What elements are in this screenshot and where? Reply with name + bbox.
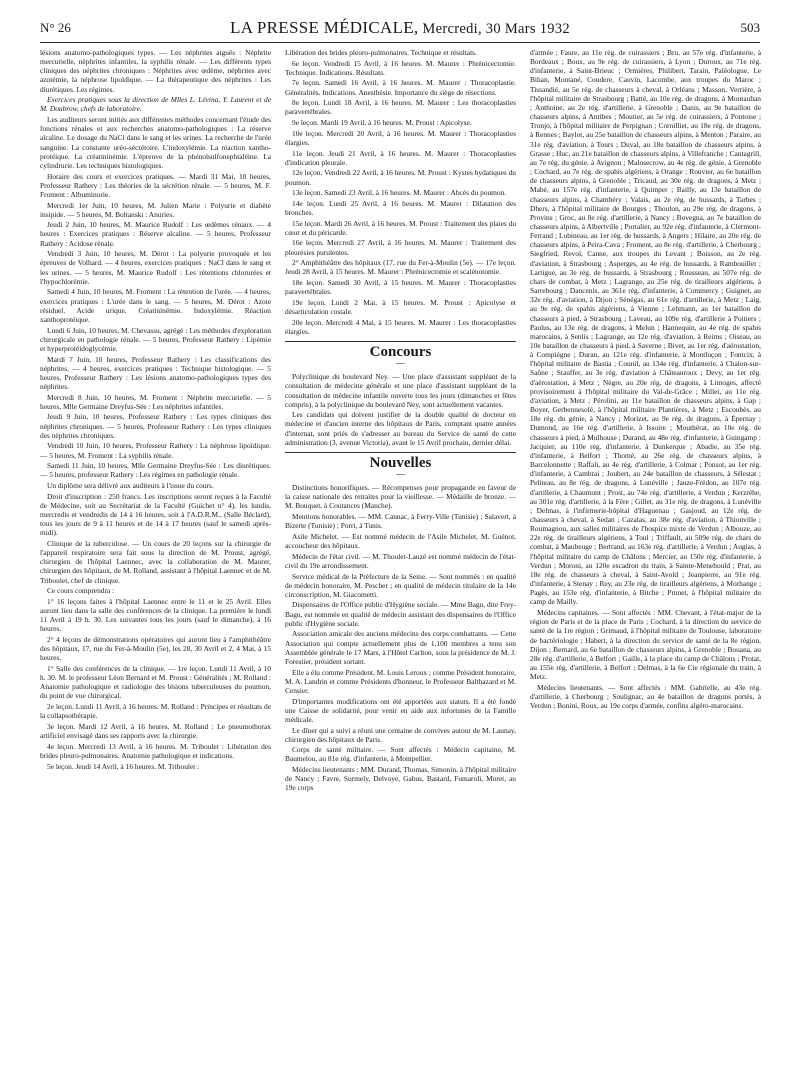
paragraph: Vendredi 10 Juin, 10 heures, Professeur Rathery : La néphrose lipoïdique. — 5 heures, M. Froment : La syphilis rénale. (40, 441, 271, 460)
paragraph: Médecins lieutenants. — Sont affectés : MM. Gabrielle, au 43e rég. d'artillerie, à Cherbourg ; Soulignac, au 4e bataillon de dragons portés, à Verdun ; Bonini, Roux, au 19e corps d'armée, confins algéro-marocains. (530, 682, 761, 711)
paragraph: Droit d'inscription : 250 francs. Les inscriptions seront reçues à la Faculté de Médecine, soit au Secrétariat de la Faculté (Guichet n° 4), les lundis, mercredis et vendredis de 14 à 16 heures, soit à l'A.D.R.M., (Salle Béclard), tous les jours de 9 à 11 heures et de 14 à 17 heures (sauf le samedi après-midi). (40, 491, 271, 538)
column-2 (285, 48, 516, 1068)
paragraph: 1° 16 leçons faites à l'hôpital Laennec entre le 11 et le 25 Avril. Elles auront lieu dans la salle des conférences de la clinique. La première le lundi 11 Avril à 19 h. 30. Les suivantes tous les jours (sauf le dimanche), à 16 heures. (40, 596, 271, 634)
ornament: — (396, 469, 405, 480)
news-item: Service médical de la Préfecture de la Seine. — Sont nommés : en qualité de médecin honoraire, M. Pescher ; en qualité de médecin titulaire de la 14e circonscription, M. Giacometti. (285, 571, 516, 599)
paragraph: 13e leçon. Samedi 23 Avril, à 16 heures. M. Maurer : Abcès du poumon. (292, 188, 507, 198)
section-divider (285, 452, 516, 453)
header-rule (40, 42, 760, 43)
section-lead: Clinique de la tuberculose. — Un cours de 20 leçons sur la chirurgie de l'appareil respiratoire sera fait sous la direction de M. Proust, agrégé, chirurgien de l'hôpital Laennec, avec la collaboration de M. Maurer, chirurgien des hôpitaux, de M. Rolland, assistant à l'hôpital Laennec et de M. Triboulet, chef de clinique. (40, 538, 271, 585)
news-item: Asile Michelet. — Est nommé médecin de l'Asile Michelet, M. Guénot, accoucheur des hôpitaux. (285, 531, 516, 551)
paragraph: 1° Salle des conférences de la clinique. — 1re leçon. Lundi 11 Avril, à 10 h. 30. M. le professeur Léon Bernard et M. Proust : Généralités ; M. Rolland : Anatomie pathologique et radiologie des lésions tuberculeuses du poumon, du point de vue chirurgical. (40, 664, 271, 701)
issue-number: N° 26 (40, 20, 71, 35)
paragraph: 2° Amphithéâtre des hôpitaux (17, rue du Fer-à-Moulin (5e). — 17e leçon. Jeudi 28 Avril, à 15 heures. M. Maurer : Phrénicectomie et scalénotomie. (285, 258, 516, 277)
news-item: Médecin de l'état civil. — M. Thoulet-Lauzé est nommé médecin de l'état-civil du 19e arrondissement. (285, 551, 516, 570)
paragraph: Ce cours comprendra : (47, 586, 115, 596)
section-divider (285, 341, 516, 342)
column-1 (40, 48, 271, 1068)
news-item: Médecins lieutenants : MM. Durand, Thomas, Simonin, à l'hôpital militaire de Nancy ; Favre, Surmely, Delvoye, Gabus, Bastard, Fumaroli, Moret, au 19e corps (285, 765, 516, 793)
paragraph: Samedi 11 Juin, 10 heures, Mlle Germaine Dreyfus-Sée : Les diurétiques. — 5 heures, professeur Rathery : Les régimes en pathologie rénale. (40, 461, 271, 480)
paragraph: 8e leçon. Lundi 18 Avril, à 16 heures. M. Maurer : Les thoracoplasties paravertébrales. (285, 98, 516, 117)
paragraph: Jeudi 2 Juin, 10 heures, M. Maurice Rudolf : Les œdèmes rénaux. — 4 heures : Exercices pratiques : Réserve alcaline. — 5 heures, Professeur Rathery : Acidose rénale. (40, 220, 271, 248)
paragraph: Jeudi 9 Juin, 10 heures, Professeur Rathery : Les types cliniques des néphrites chroniques. — 5 heures, Professeur Rathery : Les types cliniques des néphrites chroniques. (40, 412, 271, 440)
paragraph: Polyclinique du boulevard Ney. — Une place d'assistant suppléant de la consultation de médecine générale et une place d'assistant suppléant de la consultation de médecine infantile ouverte tous les jours (dimanches et fêtes compris), à la polyclinique du boulevard Ney, sont actuellement vacantes. (285, 372, 516, 409)
paragraph: Mardi 7 Juin, 10 heures, Professeur Rathery : Les classifications des néphrites. — 4 heures, exercices pratiques : Technique histologique. — 5 heures, Professeur Rathery : Les lésions anatomo-pathologiques types des néphrites. (40, 354, 271, 391)
paragraph: 10e leçon. Mercredi 20 Avril, à 16 heures. M. Maurer : Thoracoplasties élargies. (285, 128, 516, 147)
paragraph: Vendredi 3 Juin, 10 heures, M. Dérot : La polyurie provoquée et les épreuves de Volhard. — 4 heures, exercices pratiques : NaCl dans le sang et les urines. — 5 heures, M. Maurice Rudolf : Les rétentions chlorurées et l'hypochlorémie. (40, 249, 271, 286)
paragraph: 2° 4 leçons de démonstrations opératoires qui auront lieu à l'amphithéâtre des hôpitaux, 17, rue du Fer-à-Moulin (5e), les 28, 30 Avril et 2, 4 Mai, à 15 heures. (40, 635, 271, 663)
paragraph: 2e leçon. Lundi 11 Avril, à 16 heures. M. Rolland : Principes et résultats de la collapsothérapie. (40, 702, 271, 721)
paragraph: 5e leçon. Jeudi 14 Avril, à 16 heures. M. Triboulet : (47, 761, 200, 771)
paragraph: Médecins capitaines. — Sont affectés : MM. Chevant, à l'état-major de la région de Paris et de la place de Paris ; Cochard, à la direction du service de santé de la 1re région ; Grimaud, à l'hôpital militaire de Toulouse, laboratoire de bactériologie ; Habert, à la direction du service de santé de la 8e région, Dijon ; Bernard, au 6e bataillon de chasseurs alpins, à Grenoble ; Bouana, au 28e rég. d'artillerie, à Belfort ; Gaille, à la place du camp de Châlons ; Protat, au 155e rég. d'artillerie, à Belfort ; Delmas, à la 6e Cie régionale du train, à Metz. (530, 608, 761, 682)
news-item: Mentions honorables. — MM. Cannac, à Ferry-Ville (Tunisie) ; Salavert, à Bizerte (Tunisie) ; Porri, à Tunis. (285, 512, 516, 531)
paragraph: 3e leçon. Mardi 12 Avril, à 16 heures. M. Rolland : Le pneumothorax artificiel envisagé dans ses rapports avec la chirurgie. (40, 721, 271, 741)
journal-title (40, 18, 760, 38)
column-3 (530, 48, 761, 1068)
news-item: Association amicale des anciens médecins des corps combattants. — Cette Association qui compte actuellement plus de 1.100 membres a tenu son Assemblée générale le 17 Mars, à l'Hôtel Carlton, sous la présidence de M. J. Forestier, président sortant. (285, 629, 516, 666)
paragraph: 16e leçon. Mercredi 27 Avril, à 16 heures. M. Maurer : Traitement des pleurésies purulentes. (285, 238, 516, 257)
paragraph: lésions anatomo-pathologiques types. — Les néphrites aiguës : Néphrite mercurielle, néphrites infantiles, la syphilis rénale. — Les différents types cliniques des néphrites chroniques : Néphrites avec œdème, néphrites avec azotémie, la néphrose lipoïdique. — La thérapeutique des néphrites : Les diurétiques. Les régimes. (40, 48, 271, 94)
news-item: Le dîner qui a suivi a réuni une centaine de convives autour de M. Launay, chirurgien des hôpitaux de Paris. (285, 725, 516, 744)
journal-name: LA PRESSE MÉDICALE, (230, 18, 419, 37)
paragraph: 15e leçon. Mardi 26 Avril, à 16 heures. M. Proust : Traitement des plaies du cœur et du péricarde. (285, 218, 516, 237)
news-item: D'importantes modifications ont été apportées aux statuts. Il a été fondé une Caisse de solidarité, pour venir en aide aux infortunes de la Famille médicale. (285, 696, 516, 724)
paragraph: 9e leçon. Mardi 19 Avril, à 16 heures. M. Proust : Apicolyse. (292, 118, 472, 128)
page-number: 503 (740, 20, 760, 35)
paragraph: Mercredi 1er Juin, 10 heures, M. Julien Marie : Polyurie et diabète insipide. — 5 heures, M. Boltanski : Anuries. (40, 200, 271, 219)
paragraph: 12e leçon. Vendredi 22 Avril, à 16 heures. M. Proust : Kystes hydatiques du poumon. (285, 168, 516, 187)
paragraph: 7e leçon. Samedi 16 Avril, à 16 heures. M. Maurer : Thoracoplastie. Généralités. Indications. Anesthésie. Importance du siège de résections. (285, 78, 516, 97)
paragraph: Un diplôme sera délivré aux auditeurs à l'issue du cours. (47, 481, 214, 491)
paragraph: Horaire des cours et exercices pratiques. — Mardi 31 Mai, 10 heures, Professeur Rathery : Les théories de la sécrétion rénale. — 5 heures, M. F. Froment : Albuminurie. (40, 171, 271, 199)
paragraph: 6e leçon. Vendredi 15 Avril, à 16 heures. M. Maurer : Phrénicectomie. Technique. Indications. Résultats. (285, 58, 516, 77)
paragraph: d'armée ; Faure, au 11e rég. de cuirassiers ; Bru, au 57e rég. d'infanterie, à Bordeaux ; Boux, au 9e rég. de cuirassiers, à Lyon ; Duroux, au 71e rég. d'infanterie, à Saint-Brieuc ; Ormières, Philibert, Tarain, Paléologue, Le Bihan, Montané, Coudere, Cauvin, Lacombe, aux troupes du Maroc ; Tissandié, au 5e rég. de chasseurs à cheval, à Orléans ; Masson, Verrière, à l'hôpital militaire de Strasbourg ; Batté, au 10e rég. de dragons, à Montauban ; Anthoine, au 2e rég. d'artillerie, à Grenoble ; Danis, au 9e bataillon de chasseurs alpins, à Antibes ; Moutier, au 5e rég. de cuirassiers, à Pontoise ; Tronjo, à l'hôpital militaire de Perpignan ; Cornilliet, au 18e rég. de dragons, à Rennes ; Baylot, au 25e bataillon de chasseurs alpins, à Menton ; Paraire, au 31e rég. d'aviation, à Tours ; Duval, au 18e bataillon de chasseurs alpins, à Grasse ; Huc, au 21e bataillon de chasseurs alpins, à Villefranche ; Cantagrill, au 7e rég. du génie, à Avignon ; Malosecrow, au 4e rég. de génie, à Grenoble ; Cochard, au 7e rég. de spahis algériens, à Orange ; Rouvier, au 6e bataillon de chasseurs alpins, à Grenoble ; Tricaud, au 30e rég. de dragons, à Metz ; Mabé, au 157e rég. d'infanterie, à Quimper ; Bailly, au 13e bataillon de chasseurs alpins, à Chambéry ; Valais, au 2e rég. de hussards, à Tarbes ; Dhers, à l'hôpital militaire de Bourges ; Thoulon, au 29e rég. de dragons, à Provins ; Groc, au 8e rég. d'artillerie, à Nancy ; Bovegna, au 7e bataillon de chasseurs alpins, à Albertville ; Portalier, au 92e rég. d'infanterie, à Clermont-Ferrand ; Lubineau, au 1er rég. de hussards, à Angers ; Hilaire, au 20e rég. de chasseurs alpins, à Peira-Cava ; Froment, au 8e rég. d'artillerie, à Cherbourg ; Siegfried, Revol, Canne, aux troupes du Levant ; Boisson, au 2e rég. d'aviation, à Strasbourg ; Asperges, au 4e rég. de hussards, à Rambouillet ; Lartigue, au 3e rég. de hussards, à Strasbourg ; Rousseau, au 507e rég. de chars de combat, à Metz ; Lagrange, au 25e rég. de tirailleurs algériens, à Sarrebourg ; Dancenis, au 361e rég. d'infanterie, à Commercy ; Guignet, au 32e rég. d'aviation, à Dijon ; Sénégas, au 61e rég. d'artillerie, à Metz ; Laig, au 9e rég. de spahis algériens, à Vienne ; Lehmann, au 1er bataillon de chasseurs à pied, à Strasbourg ; Laveau, au 109e rég. d'artillerie à Poitiers ; Paulus, au 13e rég. de dragons, à Melun ; Hannequin, au 4e rég. de spahis marocains, à Senlis ; Lagrange, au 12e rég. d'aviation, à Reims ; Oiseau, au 10e bataillon de chasseurs à pied, à Saverne ; Bivet, au 1er rég. d'aérostation, à Compiègne ; Duran, au 121e rég. d'infanterie, à Montluçon ; Fontcix, à l'hôpital militaire de Bastia ; Counil, au 134e rég. d'infanterie, à Chalon-sur-Saône ; Stauffer, au 3e rég. d'aviation à Châteauroux ; Devy, au 1er rég. d'aérostation, à Metz ; Nègre, au 20e rég. de dragons, à Limoges, affecté provisoirement à l'hôpital militaire du Val-de-Grâce ; Millet, au 11e rég. d'aviation, à Metz ; Pérolini, au 11e bataillon de chasseurs alpins, à Gap ; Boyer, Gerbennesolé, à l'hôpital militaire Plantières, à Metz ; Escoubès, au 18e rég. du génie, à Nancy ; Morizet, au 9e rég. de dragons, à Épernay ; Dumond, au 16e rég. d'artillerie, à Issoire ; Mouthérat, au 10e rég. de chasseurs à pied, à Mulhouse ; Durand, au 48e rég. d'infanterie, à Guingamp ; Jacquier, au 110e rég. d'infanterie, à Dunkerque ; Abadie, au 35e rég. d'infanterie, à Belfort ; Thomé, au 26e rég. de chasseurs alpins, à Barcelonnette ; Raffali, au 4e rég. d'artillerie, à Colmar ; Ponsot, au 1er rég. d'infanterie, à Cambrai ; Joubert, au 24e bataillon de chasseurs, à Sélestat ; Peliteau, au 8e rég. de dragons, à Lunéville ; Jauze-Frédon, au 107e rég. d'artillerie, à Chaumont ; Prost, au 74e rég. d'artillerie, à Verdun ; Kerzréhe, au 301e rég. d'artillerie, à la Fère ; Gillet, au 31e rég. de dragons, à Lunéville ; Delmas, à l'infirmerie-hôpital d'Haguenau ; Gasjoud, au 12e rég. de chasseurs à cheval, à Sedan ; Cazalas, au 38e rég. d'aviation, à Thionville ; Roumagnou, aux salles militaires de l'hospice mixte de Verdun ; Albouze, au 22e rég. de tirailleurs algériens, à Toul ; Triffault, au 509e rég. de chars de combat, à Maubeuge ; Bertrand, au 163e rég. d'artillerie, à Verdun ; Augias, à l'hôpital militaire du camp de Châlons ; Mercier, au 150e rég. d'infanterie, à Verdun ; Moroni, au 120e escadron du train, à Sainte-Menehould ; Prat, au 18e rég. de chasseurs à cheval, à Saint-Avold ; Jeanpierre, au 91e rég. d'infanterie, à Stenay ; Rey, au 23e rég. de tirailleurs algériens, à Morhange ; Pagès, au 153e rég. d'infanterie, à Bitche ; Prunet, à l'hôpital militaire du camp de Mailly. (530, 48, 761, 607)
paragraph: Lundi 6 Juin, 10 heures, M. Chevassu, agrégé : Les méthodes d'exploration chirurgicale en pathologie rénale. — 5 heures, Professeur Rathery : Lipémie et hyperprotéidoglycémie. (40, 325, 271, 353)
paragraph: 18e leçon. Samedi 30 Avril, à 15 heures. M. Maurer : Thoracoplasties paravertébrales. (285, 278, 516, 297)
concours-heading: Concours (369, 344, 432, 361)
paragraph: Libération des brides pleuro-pulmonaires. Technique et résultats. (285, 48, 477, 57)
news-item: Elle a élu comme Président, M. Louis Leroux ; comme Président honoraire, M. A. Landrin et comme Présidents d'honneur, le Professeur Balthazard et M. Censier. (285, 667, 516, 695)
nouvelles-heading: Nouvelles (369, 454, 432, 471)
paragraph: Les auditeurs seront initiés aux différentes méthodes concernant l'étude des fonctions rénales et aux recherches anatomo-pathologiques : La réserve alcaline. Le dosage du NaCl dans le sang et les urines. La recherche de l'urée sanguine. La constante uréo-sécrétoire. L'indoxylémie. La réaction xantho-protéique. La créatininémie. L'épreuve de la phénolsulfonephtaléine. La cylindrurie. Les techniques histologiques. (40, 115, 271, 170)
paragraph: 20e leçon. Mercredi 4 Mai, à 15 heures. M. Maurer : Les thoracoplasties élargies. (285, 317, 516, 336)
news-item: Corps de santé militaire. — Sont affectés : Médecin capitaine, M. Baumelou, au 81e rég. d'infanterie, à Montpellier. (285, 745, 516, 764)
news-item: Distinctions honorifiques. — Récompenses pour propagande en faveur de la caisse nationale des retraites pour la vieillesse. — Médaille de bronze. — M. Bouquet, à Coutances (Manche). (285, 483, 516, 511)
page-header (40, 18, 760, 40)
paragraph: 4e leçon. Mercredi 13 Avril, à 16 heures. M. Triboulet : Libération des brides pleuro-pulmonaires. Anatomie pathologique et indications. (40, 741, 271, 760)
paragraph: 14e leçon. Lundi 25 Avril, à 16 heures. M. Maurer : Dilatation des bronches. (285, 198, 516, 217)
paragraph: Les candidats qui doivent justifier de la double qualité de docteur en médecine et d'ancien interne des hôpitaux de Paris, comptant quatre années d'internat, sont priés de s'adresser au bureau du Service de santé de cette administration (3, avenue Victoria), avant le 15 Avril prochain, dernier délai. (285, 410, 516, 447)
paragraph: Exercices pratiques sous la direction de Mlles L. Lévina, Y. Laurent et de M. Doubrow, chefs de laboratoire. (40, 95, 271, 114)
issue-date: Mercredi, 30 Mars 1932 (422, 21, 570, 37)
paragraph: 11e leçon. Jeudi 21 Avril, à 16 heures. M. Maurer : Thoracoplasties d'indication pleurale. (285, 148, 516, 167)
paragraph: Samedi 4 Juin, 10 heures, M. Froment : La rétention de l'urée. — 4 heures, exercices pratiques : L'urée dans le sang. — 5 heures, M. Dérot : Azote résiduel. Acide urique. Créatininémie. Indoxylémie. Réaction xanthoprotéique. (40, 287, 271, 324)
paragraph: 19e leçon. Lundi 2 Mai, à 15 heures. M. Proust : Apicolyse et désarticulation costale. (285, 297, 516, 317)
paragraph: Mercredi 8 Juin, 10 heures, M. Froment : Néphrite mercurielle. — 5 heures, Mlle Germaine Dreyfus-Sée : Les néphrites infantiles. (40, 392, 271, 411)
news-item: Dispensaires de l'Office public d'Hygiène sociale. — Mme Bagu, dite Frey-Bagu, est nommée en qualité de médecin assistant des dispensaires de l'Office public d'Hygiène sociale. (285, 600, 516, 628)
ornament: — (396, 358, 405, 369)
